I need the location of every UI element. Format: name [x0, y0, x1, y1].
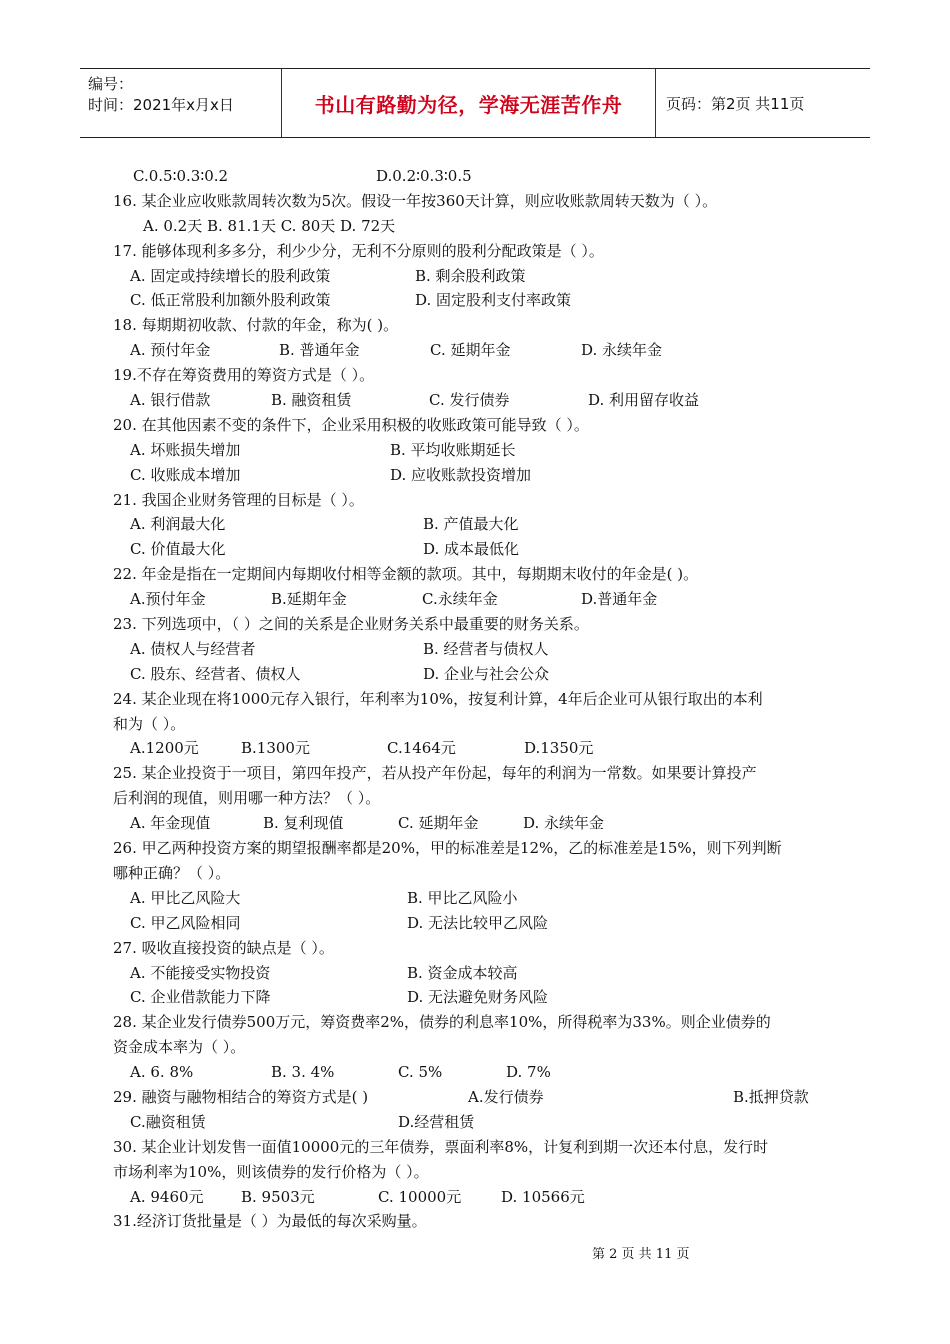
text-line	[113, 1085, 853, 1110]
text-line	[113, 861, 853, 886]
text-segment: B. 9503元	[241, 1187, 315, 1206]
text-segment: 29. 融资与融物相结合的筹资方式是( )	[113, 1087, 369, 1106]
text-line	[113, 637, 853, 662]
header-motto: 书山有路勤为径，学海无涯苦作舟	[314, 92, 623, 117]
header-page-cell	[656, 69, 870, 137]
document-number: 编号：	[88, 75, 134, 93]
text-line	[113, 1060, 853, 1085]
text-segment: D. 永续年金	[523, 814, 605, 833]
text-segment: A. 年金现值	[130, 814, 211, 833]
text-line	[113, 662, 853, 687]
text-segment: D. 利用留存收益	[588, 391, 700, 410]
text-segment: C.永续年金	[422, 590, 498, 609]
text-segment: B. 剩余股利政策	[415, 266, 526, 285]
text-segment: C. 发行债券	[429, 391, 510, 410]
text-segment: B.延期年金	[271, 590, 347, 609]
text-segment: 后利润的现值，则用哪一种方法？（ ）。	[113, 789, 381, 808]
page-footer: 第 2 页 共 11 页	[592, 1247, 690, 1262]
text-segment: C. 10000元	[378, 1187, 462, 1206]
text-line	[113, 961, 853, 986]
text-segment: D. 无法避免财务风险	[407, 988, 549, 1007]
text-segment: C.融资租赁	[130, 1112, 206, 1131]
text-segment: B.1300元	[241, 739, 310, 758]
text-segment: C. 延期年金	[430, 341, 511, 360]
text-line	[113, 264, 853, 289]
text-segment: A. 利润最大化	[130, 515, 226, 534]
text-line	[113, 239, 853, 264]
text-segment: D.经营租赁	[398, 1112, 475, 1131]
text-segment: 20. 在其他因素不变的条件下，企业采用积极的收账政策可能导致（ ）。	[113, 415, 589, 434]
text-line	[113, 463, 853, 488]
text-line	[113, 512, 853, 537]
text-segment: D.普通年金	[581, 590, 658, 609]
text-segment: D. 企业与社会公众	[423, 664, 550, 683]
text-segment: A.预付年金	[130, 590, 206, 609]
text-line	[113, 761, 853, 786]
text-segment: A. 坏账损失增加	[130, 440, 241, 459]
text-segment: D. 7%	[506, 1063, 551, 1082]
text-segment: 19.不存在筹资费用的筹资方式是（ ）。	[113, 366, 375, 385]
text-segment: 资金成本率为（ ）。	[113, 1038, 246, 1057]
text-segment: B. 甲比乙风险小	[407, 888, 518, 907]
text-segment: C. 甲乙风险相同	[130, 913, 241, 932]
text-line	[113, 587, 853, 612]
text-segment: 18. 每期期初收款、付款的年金，称为( )。	[113, 316, 399, 335]
text-segment: D. 10566元	[501, 1187, 585, 1206]
text-line	[113, 1110, 853, 1135]
text-segment: 31.经济订货批量是（ ）为最低的每次采购量。	[113, 1212, 427, 1231]
text-line	[113, 1160, 853, 1185]
text-line	[113, 836, 853, 861]
text-segment: 23. 下列选项中，（ ）之间的关系是企业财务关系中最重要的财务关系。	[113, 615, 589, 634]
text-segment: 21. 我国企业财务管理的目标是（ ）。	[113, 490, 364, 509]
text-segment: D. 固定股利支付率政策	[415, 291, 572, 310]
text-segment: C. 5%	[398, 1063, 443, 1082]
text-line	[113, 1185, 853, 1210]
text-line	[113, 687, 853, 712]
text-line	[113, 1209, 853, 1234]
text-segment: C.0.5∶0.3∶0.2	[133, 167, 229, 185]
question-content	[113, 164, 853, 1234]
text-segment: A. 银行借款	[130, 391, 211, 410]
text-line	[113, 936, 853, 961]
text-segment: 22. 年金是指在一定期间内每期收付相等金额的款项。其中，每期期末收付的年金是( )。	[113, 565, 699, 584]
text-segment: B. 经营者与债权人	[423, 639, 549, 658]
text-line	[113, 388, 853, 413]
text-segment: A. 9460元	[130, 1187, 204, 1206]
text-segment: 17. 能够体现利多多分，利少少分，无利不分原则的股利分配政策是（ ）。	[113, 241, 604, 260]
text-line	[113, 363, 853, 388]
text-segment: 28. 某企业发行债券500万元，筹资费率2%，债券的利息率10%，所得税率为33%。则企业债券的	[113, 1013, 771, 1032]
text-segment: D. 成本最低化	[423, 540, 520, 559]
text-segment: A.1200元	[130, 739, 199, 758]
text-line	[113, 313, 853, 338]
text-segment: D. 应收账款投资增加	[390, 465, 532, 484]
text-line	[113, 1035, 853, 1060]
text-segment: B. 产值最大化	[423, 515, 519, 534]
text-segment: 27. 吸收直接投资的缺点是（ ）。	[113, 938, 334, 957]
text-segment: A. 甲比乙风险大	[130, 888, 241, 907]
text-segment: B. 复利现值	[263, 814, 344, 833]
text-segment: D.1350元	[524, 739, 594, 758]
text-line	[113, 214, 853, 239]
text-line	[113, 288, 853, 313]
text-segment: 16. 某企业应收账款周转次数为5次。假设一年按360天计算，则应收账款周转天数为（ ）。	[113, 191, 718, 210]
text-segment: C. 延期年金	[398, 814, 479, 833]
text-line	[113, 189, 853, 214]
text-line	[113, 1135, 853, 1160]
text-segment: 25. 某企业投资于一项目，第四年投产，若从投产年份起，每年的利润为一常数。如果要计算投产	[113, 764, 757, 783]
text-segment: C. 企业借款能力下降	[130, 988, 271, 1007]
document-date: 时间：2021年x月x日	[88, 96, 234, 114]
text-line	[113, 488, 853, 513]
header-motto-cell	[282, 69, 656, 137]
text-segment: B.抵押贷款	[733, 1087, 809, 1106]
text-segment: D. 永续年金	[581, 341, 663, 360]
text-segment: 哪种正确？（ ）。	[113, 863, 231, 882]
text-segment: A. 预付年金	[130, 341, 211, 360]
text-segment: D.0.2∶0.3∶0.5	[376, 167, 472, 185]
text-line	[113, 985, 853, 1010]
text-segment: A. 债权人与经营者	[130, 639, 256, 658]
text-line	[113, 911, 853, 936]
text-segment: B. 融资租赁	[271, 391, 352, 410]
text-line	[113, 164, 853, 189]
text-segment: A. 不能接受实物投资	[130, 963, 271, 982]
header-meta	[80, 69, 282, 137]
text-segment: 市场利率为10%，则该债券的发行价格为（ ）。	[113, 1162, 429, 1181]
text-segment: B. 3. 4%	[271, 1063, 335, 1082]
page-header	[80, 68, 870, 138]
text-line	[113, 786, 853, 811]
text-segment: 和为（ ）。	[113, 714, 186, 733]
text-segment: C. 低正常股利加额外股利政策	[130, 291, 331, 310]
text-segment: A. 固定或持续增长的股利政策	[130, 266, 331, 285]
text-segment: D. 无法比较甲乙风险	[407, 913, 549, 932]
text-line	[113, 886, 853, 911]
text-line	[113, 736, 853, 761]
text-segment: A. 0.2天 B. 81.1天 C. 80天 D. 72天	[143, 216, 396, 235]
text-segment: B. 平均收账期延长	[390, 440, 516, 459]
text-segment: 24. 某企业现在将1000元存入银行，年利率为10%，按复利计算，4年后企业可从银行取出的本利	[113, 689, 763, 708]
text-line	[113, 612, 853, 637]
text-segment: 26. 甲乙两种投资方案的期望报酬率都是20%，甲的标准差是12%，乙的标准差是15%，则下列判断	[113, 839, 782, 858]
text-segment: B. 普通年金	[279, 341, 360, 360]
text-line	[113, 811, 853, 836]
text-line	[113, 712, 853, 737]
text-line	[113, 1010, 853, 1035]
text-segment: C. 价值最大化	[130, 540, 226, 559]
text-line	[113, 537, 853, 562]
text-segment: C. 收账成本增加	[130, 465, 241, 484]
header-page-number: 页码：第2页 共11页	[666, 94, 805, 113]
text-line	[113, 413, 853, 438]
text-segment: C. 股东、经营者、债权人	[130, 664, 301, 683]
text-line	[113, 562, 853, 587]
text-line	[113, 438, 853, 463]
text-segment: C.1464元	[387, 739, 456, 758]
text-segment: B. 资金成本较高	[407, 963, 518, 982]
text-segment: A. 6. 8%	[130, 1063, 194, 1082]
text-segment: A.发行债券	[468, 1087, 544, 1106]
text-segment: 30. 某企业计划发售一面值10000元的三年债券，票面利率8%，计复利到期一次还本付息，发行时	[113, 1137, 769, 1156]
text-line	[113, 338, 853, 363]
